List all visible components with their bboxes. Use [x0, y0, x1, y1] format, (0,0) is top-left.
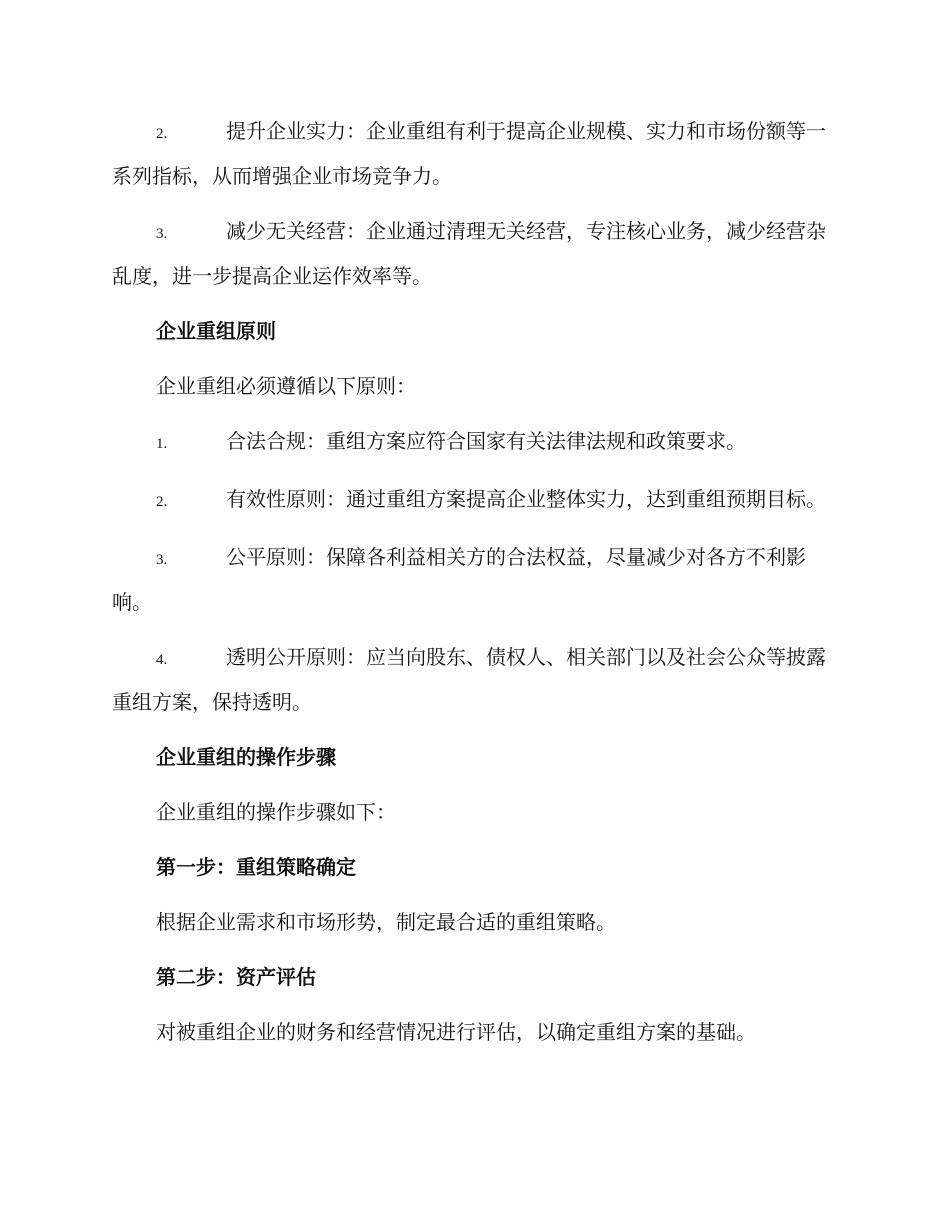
list-text: 提升企业实力：企业重组有利于提高企业规模、实力和市场份额等一系列指标，从而增强企业市场竞争力。	[112, 119, 826, 188]
list-item	[112, 420, 834, 465]
list-number: 3.	[156, 552, 168, 568]
list-item	[112, 110, 834, 197]
list-text: 有效性原则：通过重组方案提高企业整体实力，达到重组预期目标。	[226, 487, 826, 511]
document-body	[112, 110, 834, 1066]
list-item	[112, 478, 834, 523]
section-intro-steps: 企业重组的操作步骤如下：	[156, 800, 396, 824]
list-number: 1.	[156, 436, 168, 452]
step-text: 根据企业需求和市场形势，制定最合适的重组策略。	[156, 910, 616, 934]
section-heading-principles: 企业重组原则	[156, 319, 276, 343]
list-number: 4.	[156, 652, 168, 668]
list-text: 透明公开原则：应当向股东、债权人、相关部门以及社会公众等披露重组方案，保持透明。	[112, 645, 826, 714]
step-text: 对被重组企业的财务和经营情况进行评估，以确定重组方案的基础。	[156, 1020, 756, 1044]
list-text: 减少无关经营：企业通过清理无关经营，专注核心业务，减少经营杂乱度，进一步提高企业运作效率等。	[112, 219, 826, 288]
section-intro-principles: 企业重组必须遵循以下原则：	[156, 374, 416, 398]
step-heading: 第一步：重组策略确定	[156, 855, 356, 879]
section-heading-steps: 企业重组的操作步骤	[156, 745, 336, 769]
list-item	[112, 210, 834, 297]
list-item	[112, 536, 834, 623]
list-number: 2.	[156, 126, 168, 142]
list-item	[112, 636, 834, 723]
list-text: 合法合规：重组方案应符合国家有关法律法规和政策要求。	[226, 429, 746, 453]
list-number: 3.	[156, 226, 168, 242]
list-number: 2.	[156, 494, 168, 510]
list-text: 公平原则：保障各利益相关方的合法权益，尽量减少对各方不利影响。	[112, 545, 806, 614]
step-heading: 第二步：资产评估	[156, 965, 316, 989]
